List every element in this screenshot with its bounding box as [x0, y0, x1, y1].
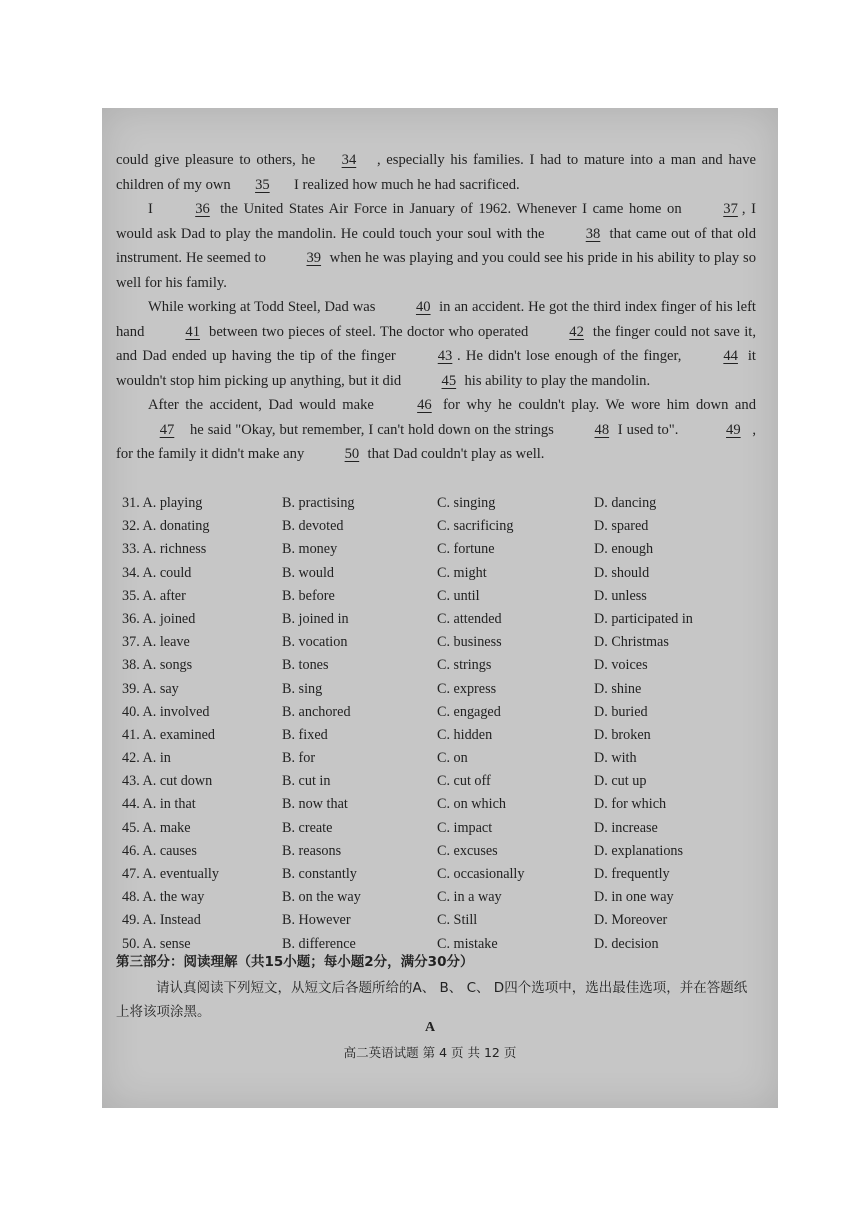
blank-34: 34	[341, 152, 357, 168]
option-a: 48. A. the way	[122, 889, 205, 906]
option-row-44	[122, 793, 762, 816]
option-row-41	[122, 724, 762, 747]
option-a: 45. A. make	[122, 819, 191, 836]
option-c: C. until	[437, 587, 480, 604]
option-d: D. in one way	[594, 889, 674, 906]
option-d: D. explanations	[594, 842, 684, 859]
option-c: C. on	[437, 750, 468, 767]
option-b: B. difference	[282, 935, 356, 952]
blank-38: 38	[585, 225, 601, 242]
option-a: 47. A. eventually	[122, 866, 219, 882]
blank-50: 50	[344, 446, 360, 462]
option-a: 49. A. Instead	[122, 912, 201, 929]
option-d: D. decision	[594, 935, 659, 952]
text: , for the family it didn't make any	[116, 421, 756, 462]
blank-48: 48	[594, 421, 610, 438]
option-b: B. constantly	[282, 866, 357, 882]
text: between two pieces of steel. The doctor who operated	[204, 323, 533, 340]
blank-49: 49	[726, 421, 741, 438]
option-d: D. cut up	[594, 773, 647, 790]
paragraph-3	[116, 295, 756, 393]
text: . He didn't lose enough of the finger,	[457, 348, 687, 364]
option-b: B. create	[282, 819, 333, 836]
text: , I would ask Dad to play the mandolin. He could touch your soul with the	[116, 201, 756, 242]
option-d: D. Christmas	[594, 634, 669, 651]
option-c: C. excuses	[437, 842, 498, 859]
text: that Dad couldn't play as well.	[363, 446, 545, 462]
blank-47: 47	[159, 421, 175, 438]
text: I	[148, 201, 159, 217]
option-d: D. unless	[594, 587, 647, 604]
text: While working at Todd Steel, Dad was	[148, 299, 380, 315]
option-row-47	[122, 863, 762, 886]
text: for why he couldn't play. We wore him down and	[436, 397, 756, 413]
option-row-38	[122, 654, 762, 677]
option-row-45	[122, 817, 762, 840]
option-a: 31. A. playing	[122, 495, 203, 511]
option-d: D. Moreover	[594, 912, 668, 929]
paragraph-4	[116, 393, 756, 467]
option-c: C. occasionally	[437, 866, 525, 882]
text: that came out of that old instrument. He seemed to	[116, 225, 757, 266]
option-a: 42. A. in	[122, 750, 171, 767]
option-row-49	[122, 909, 762, 932]
text: he said "Okay, but remember, I can't hold down on the strings	[186, 421, 558, 438]
option-c: C. impact	[437, 819, 493, 836]
option-a: 33. A. richness	[122, 541, 207, 558]
option-c: C. strings	[437, 657, 492, 674]
option-a: 37. A. leave	[122, 634, 190, 651]
option-b: B. on the way	[282, 889, 361, 906]
blank-35: 35	[255, 176, 270, 193]
option-d: D. for which	[594, 796, 667, 813]
option-a: 32. A. donating	[122, 518, 210, 535]
passage-label: A	[424, 1020, 436, 1035]
section-instruction: 请认真阅读下列短文，从短文后各题所给的A、 B、 C、 D四个选项中，选出最佳选项，并在答题纸上将该项涂黑。	[116, 980, 748, 1020]
text: in an accident. He got the third index finger of his left hand	[116, 299, 756, 340]
text: could give pleasure to others, he	[116, 152, 321, 168]
option-c: C. mistake	[437, 935, 498, 952]
paragraph-1	[116, 148, 756, 197]
option-d: D. broken	[594, 726, 651, 743]
option-a: 44. A. in that	[122, 796, 196, 813]
option-a: 50. A. sense	[122, 935, 191, 952]
option-c: C. fortune	[437, 541, 495, 558]
option-a: 39. A. say	[122, 680, 179, 697]
option-c: C. express	[437, 680, 497, 697]
option-c: C. cut off	[437, 773, 491, 790]
option-row-31	[122, 492, 762, 515]
option-a: 41. A. examined	[122, 726, 215, 743]
option-row-40	[122, 701, 762, 724]
option-row-37	[122, 631, 762, 654]
option-a: 34. A. could	[122, 564, 192, 581]
option-c: C. engaged	[437, 703, 501, 720]
option-b: B. for	[282, 750, 316, 767]
option-b: B. However	[282, 912, 351, 929]
option-row-48	[122, 886, 762, 909]
option-b: B. would	[282, 564, 335, 581]
option-d: D. dancing	[594, 495, 657, 511]
text: , especially his families. I had to mature into a man and have children of my own	[116, 152, 756, 193]
option-b: B. sing	[282, 680, 323, 697]
option-a: 46. A. causes	[122, 842, 197, 859]
blank-37: 37	[723, 201, 738, 217]
page-footer: 高二英语试题 第 4 页 共 12 页	[343, 1045, 517, 1060]
text: when he was playing and you could see his pride in his ability to play so well for his family.	[116, 250, 757, 291]
option-b: B. money	[282, 541, 338, 558]
blank-41: 41	[185, 323, 200, 340]
option-row-42	[122, 747, 762, 770]
option-b: B. devoted	[282, 518, 344, 535]
option-a: 36. A. joined	[122, 610, 196, 627]
option-d: D. buried	[594, 703, 648, 720]
option-d: D. should	[594, 564, 650, 581]
option-d: D. participated in	[594, 610, 693, 627]
option-c: C. business	[437, 634, 502, 651]
paragraph-2	[116, 197, 756, 295]
option-d: D. voices	[594, 657, 648, 674]
text: the United States Air Force in January of 1962. Whenever I came home on	[214, 201, 688, 217]
option-c: C. singing	[437, 495, 496, 511]
option-d: D. spared	[594, 518, 649, 535]
option-b: B. fixed	[282, 726, 328, 743]
text: I used to".	[613, 421, 683, 438]
option-row-43	[122, 770, 762, 793]
option-row-46	[122, 840, 762, 863]
option-b: B. vocation	[282, 634, 348, 651]
option-row-34	[122, 562, 762, 585]
option-b: B. anchored	[282, 703, 351, 720]
option-b: B. joined in	[282, 610, 349, 627]
option-d: D. frequently	[594, 866, 670, 882]
option-c: C. hidden	[437, 726, 493, 743]
option-b: B. cut in	[282, 773, 331, 790]
blank-36: 36	[195, 201, 210, 217]
blank-39: 39	[306, 250, 322, 266]
option-c: C. Still	[437, 912, 478, 929]
blank-45: 45	[441, 372, 457, 389]
text: it wouldn't stop him picking up anything, but it did	[116, 348, 756, 389]
option-row-36	[122, 608, 762, 631]
option-b: B. now that	[282, 796, 348, 813]
option-row-33	[122, 538, 762, 561]
text: his ability to play the mandolin.	[460, 372, 651, 389]
blank-42: 42	[569, 323, 584, 340]
option-b: B. tones	[282, 657, 329, 674]
option-d: D. enough	[594, 541, 654, 558]
option-row-39	[122, 678, 762, 701]
option-c: C. in a way	[437, 889, 502, 906]
option-c: C. attended	[437, 610, 502, 627]
option-c: C. sacrificing	[437, 518, 514, 535]
blank-46: 46	[417, 397, 432, 413]
cloze-passage	[116, 148, 756, 467]
option-a: 43. A. cut down	[122, 773, 213, 790]
blank-44: 44	[723, 348, 738, 364]
option-b: B. before	[282, 587, 335, 604]
option-c: C. might	[437, 564, 487, 581]
text: After the accident, Dad would make	[148, 397, 381, 413]
text: I realized how much he had sacrificed.	[290, 176, 520, 193]
text: the finger could not save it, and Dad ended up having the tip of the finger	[116, 323, 756, 364]
option-a: 38. A. songs	[122, 657, 193, 674]
option-b: B. reasons	[282, 842, 342, 859]
option-d: D. increase	[594, 819, 658, 836]
option-d: D. shine	[594, 680, 642, 697]
option-b: B. practising	[282, 495, 355, 511]
exam-page	[102, 108, 778, 1108]
section-title: 第三部分：阅读理解（共15小题；每小题2分，满分30分）	[116, 954, 474, 970]
option-d: D. with	[594, 750, 637, 767]
option-a: 40. A. involved	[122, 703, 210, 720]
blank-43: 43	[437, 348, 453, 364]
option-row-35	[122, 585, 762, 608]
option-row-32	[122, 515, 762, 538]
blank-40: 40	[415, 299, 431, 315]
answer-options	[122, 492, 762, 956]
option-c: C. on which	[437, 796, 506, 813]
option-a: 35. A. after	[122, 587, 186, 604]
